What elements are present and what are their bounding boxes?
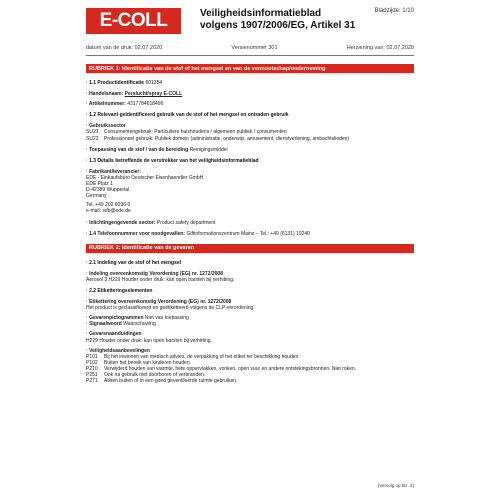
precautionary-heading: · Veiligheidsaanbevelingen <box>86 348 414 354</box>
version-number: Versienummer 301 <box>231 45 278 51</box>
print-date: datum van de druk: 02.07.2020 <box>86 45 163 51</box>
precaution-row: P101 Bij het inwinnen van medisch advies, de verpakking of het etiket ter beschikking houden. <box>86 353 300 360</box>
header-divider <box>86 55 414 56</box>
signal-word: · Signaalwoord Waarschuwing <box>86 321 414 327</box>
section-2-1: · 2.1 Indeling van de stof of het mengsel <box>86 260 414 266</box>
page-number: Bladzijde: 1/10 <box>374 8 414 14</box>
su21-row: SU21 Consumentengebruik: Particuliere huishoudens / algemeen publiek / consumenten <box>86 129 287 136</box>
article-number: · Artikelnummer: 4317784618496 <box>86 101 414 107</box>
document-body <box>86 64 414 384</box>
logo-text: E-COLL <box>99 10 168 31</box>
hazard-statement: H229 Houder onder druk: kan open barsten bij verhitting. <box>86 337 212 344</box>
section-1-3: · 1.3 Details betreffende de verstrekker van het veiligheidsinformatieblad <box>86 158 414 164</box>
email-link[interactable]: e-mail: sdb@ede.de <box>86 208 131 215</box>
precaution-row: P271 Alleen buiten of in een goed geventileerde ruimte gebruiken. <box>86 378 238 385</box>
trade-name: · Handelsnaam: Perslucht/spray E-COLL <box>86 91 414 97</box>
manufacturer-label: · Fabrikant/leverancier: <box>86 169 414 175</box>
section-2-header: RUBRIEK 2: Identificatie van de gevaren <box>86 244 414 253</box>
section-1-header: RUBRIEK 1: Identificatie van de stof of het mengsel en van de vennootschap/onderneming <box>86 64 414 73</box>
su22-row: SU22 Professioneel gebruik: Publiek domein (administratie, onderwijs, amusement, dienstverlening, ambachtslieden) <box>86 135 350 142</box>
application: · Toepassing van de stof / van de bereiding Reinigingsmiddel <box>86 147 414 153</box>
title-line-1: Veiligheidsinformatieblad <box>200 8 322 19</box>
phone: Tel. +49 202 6096-0 <box>86 202 131 209</box>
manufacturer-address <box>86 175 414 199</box>
use-sector-label: · Gebruikssector <box>86 123 414 129</box>
clp-classification-label: · Indeling overeenkomstig Verordening (EG) nr. 1272/2008 <box>86 271 414 277</box>
pictograms: · Gevarenpictogrammen Niet van toepassing <box>86 315 414 321</box>
document-title <box>200 8 355 32</box>
section-1-2: · 1.2 Relevant geïdentificeerd gebruik van de stof of het mengsel en ontraden gebruik <box>86 112 414 118</box>
title-line-2: volgens 1907/2006/EG, Artikel 31 <box>200 20 356 31</box>
address-line: D-42389 Wuppertal <box>86 187 130 194</box>
address-line: Germany <box>86 193 107 200</box>
address-line: EDE Platz 1 <box>86 181 113 188</box>
address-line: EDE - Einkaufsbüro Deutscher Eisenhaendler GmbH <box>86 174 204 181</box>
section-2-2: · 2.2 Etiketteringselementen <box>86 288 414 294</box>
emergency-phone: · 1.4 Telefoonnummer voor noodgevallen: Giftinformationszentrum Mainz – Tel.: +49 (6131) 19240 <box>86 231 414 237</box>
hazard-statements-heading: · Gevarenaanduidingen <box>86 331 414 337</box>
continued-note: (Vervolg op blz. 2) <box>377 483 414 488</box>
labelling-heading: · Etikettering overeenkomstig Verordening (EG) nr. 1272/2008 <box>86 299 414 305</box>
meta-line <box>86 45 414 55</box>
brand-logo <box>86 8 181 34</box>
precaution-row: P251 Ook na gebruik niet doorboren of verbranden. <box>86 372 206 378</box>
info-department: · Inlichtingengevende sector: Product safety department <box>86 220 414 226</box>
clp-classification-value: Aerosol 3 H229 Houder onder druk: kan open barsten bij verhitting. <box>86 276 235 283</box>
revision-date: Herziening van: 02.07.2020 <box>346 45 414 51</box>
precaution-row: P210 Verwijderd houden van warmte, hete oppervlakken, vonken, open vuur en andere ontstekingsbronnen. Niet roken. <box>86 365 357 372</box>
section-1-1: · 1.1 Productidentificatie 601354 <box>86 80 414 86</box>
precaution-row: P102 Buiten het bereik van kinderen houden. <box>86 359 192 366</box>
labelling-value: Het product is geclassificeerd en geëtiketteerd volgens de CLP-verordening. <box>86 305 255 312</box>
